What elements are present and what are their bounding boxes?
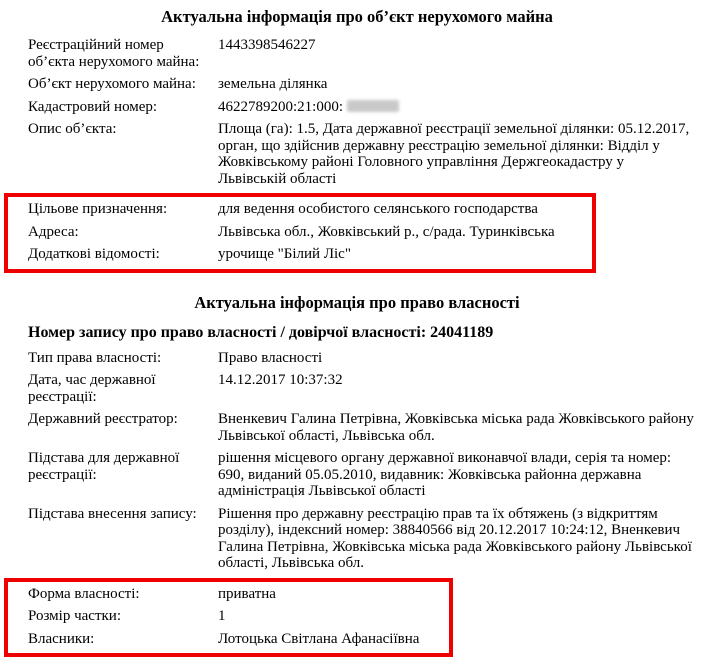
field-value: для ведення особистого селянського господарства (218, 201, 538, 217)
field-row-right-type (28, 350, 702, 367)
field-value: Лотоцька Світлана Афанасіївна (218, 630, 420, 647)
field-label: Цільове призначення: (28, 201, 168, 217)
field-value: приватна (218, 585, 276, 602)
field-row-object-type (28, 76, 702, 93)
field-label: Дата, час державної реєстрації: (28, 372, 156, 405)
section-ownership-title: Актуальна інформація про право власності (194, 292, 520, 312)
field-row-description (28, 121, 702, 187)
highlight-box-object-details (4, 193, 596, 273)
section-object-title: Актуальна інформація про об’єкт нерухомого майна (161, 7, 553, 26)
field-label: Кадастровий номер: (28, 98, 158, 115)
field-row-ownership-form (28, 586, 437, 603)
field-label: Об’єкт нерухомого майна: (28, 76, 196, 92)
field-label: Підстава для державної реєстрації: (28, 450, 180, 483)
field-label: Форма власності: (28, 585, 140, 602)
field-label: Власники: (28, 630, 95, 647)
field-row-reg-number (28, 37, 702, 70)
field-label: Підстава внесення запису: (28, 505, 197, 522)
field-value: земельна ділянка (218, 76, 328, 92)
field-label: Державний реєстратор: (28, 411, 178, 427)
field-value: урочище "Білий Ліс" (218, 246, 351, 262)
field-row-purpose (28, 201, 580, 218)
field-label: Додаткові відомості: (28, 246, 160, 262)
field-label: Тип права власності: (28, 349, 162, 366)
field-value: Рішення про державну реєстрацію прав та їх обтяжень (з відкриттям розділу), індексний номер: 38840566 від 20.12.2017 10:24:12, Вненкевич Галина Петрівна, Жовківська міська рада Жовківського району Львівської області, Львівська обл. (218, 505, 692, 571)
field-value: Львівська обл., Жовківський р., с/рада. Туринківська (218, 223, 555, 240)
highlight-box-ownership-details (4, 578, 453, 658)
field-value: Вненкевич Галина Петрівна, Жовківська міська рада Жовківського району Львівської області, Львівська обл. (218, 411, 694, 444)
field-label: Опис об’єкта: (28, 121, 117, 137)
field-label: Реєстраційний номер об’єкта нерухомого майна: (28, 37, 200, 70)
field-row-additional-info (28, 246, 580, 263)
field-row-registrar (28, 411, 702, 444)
field-row-address (28, 224, 580, 241)
cadastral-number-visible-part: 4622789200:21:000: (218, 98, 344, 115)
field-row-entry-basis (28, 506, 702, 572)
field-value: 14.12.2017 10:37:32 (218, 372, 343, 388)
field-value: Право власності (218, 349, 323, 366)
redacted-value-box (347, 100, 399, 112)
field-row-cadastral-number (28, 99, 702, 116)
record-number-line: Номер запису про право власності / довірчої власності: 24041189 (28, 323, 494, 341)
field-value: 1443398546227 (218, 37, 316, 53)
field-row-reg-datetime (28, 372, 702, 405)
field-row-reg-basis (28, 450, 702, 500)
field-value: рішення місцевого органу державної виконавчої влади, серія та номер: 690, виданий 05.05.2010, видавник: Жовківська районна державна адміністрація Львівської області (218, 450, 672, 499)
field-label: Адреса: (28, 223, 79, 240)
field-value (218, 99, 696, 116)
field-value: 1 (218, 608, 226, 624)
field-row-owners (28, 631, 437, 648)
field-value: Площа (га): 1.5, Дата державної реєстрації земельної ділянки: 05.12.2017, орган, що здійснив державну реєстрацію земельної ділянки: Відділ у Жовківському районі Головного управління Держгеокадастру у Львівській області (218, 121, 690, 187)
field-row-share-size (28, 608, 437, 625)
field-label: Розмір частки: (28, 608, 121, 624)
